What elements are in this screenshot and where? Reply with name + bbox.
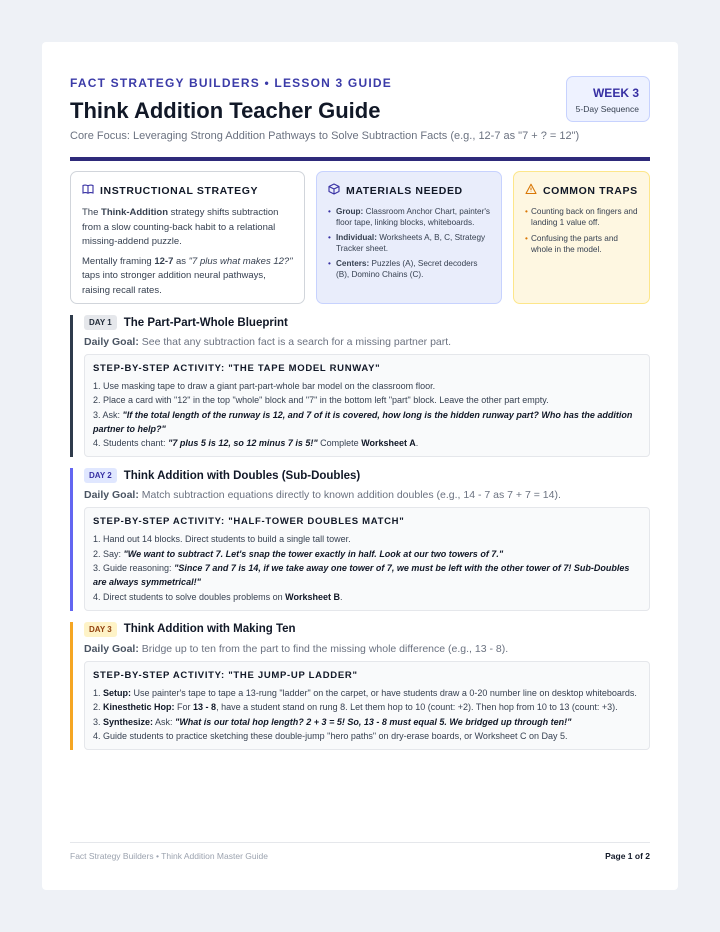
day-header [84,468,650,483]
activity-step: 2. Place a card with "12" in the top "whole" block and "7" in the bottom left "part" block. Leave the other part empty. [93,395,549,406]
text: For [174,702,194,713]
goal-text: Bridge up to ten from the part to find the missing whole difference (e.g., 13 - 8). [138,642,509,655]
day-section-3 [70,622,650,750]
book-icon [82,183,94,198]
day-title: The Part-Part-Whole Blueprint [123,316,288,329]
page-content [70,70,650,750]
materials-heading: MATERIALS NEEDED [346,184,463,197]
text: strategy shifts subtraction from a slow counting-back habit to a relational missing-addend puzzle. [82,207,279,247]
text: 1. [93,687,104,698]
traps-list [525,206,638,255]
week-label: WEEK 3 [592,86,639,100]
activity-step [93,590,641,604]
text: 3. Ask: [93,409,123,420]
box-icon [328,183,340,198]
strategy-card-header [82,183,293,198]
quote: "We want to subtract 7. Let's snap the tower exactly in half. Look at our two towers of 7." [123,548,504,559]
day-accent-bar [70,315,73,457]
step-label: Kinesthetic Hop: [103,702,175,713]
materials-card-header [328,183,490,198]
goal-text: Match subtraction equations directly to known addition doubles (e.g., 14 - 7 as 7 + 7 = 14). [138,489,561,502]
goal-label: Daily Goal: [84,489,139,502]
list-item [328,258,490,280]
text: 2. [93,702,104,713]
text: Complete [317,438,362,449]
text: , have a student stand on rung 8. Let them hop to 10 (count: +2). Then hop from 10 to 13 (count: +3). [216,702,618,713]
strategy-name: Think-Addition [101,207,169,218]
activity-step [93,561,641,590]
daily-goal [84,489,650,501]
goal-label: Daily Goal: [84,336,139,348]
daily-goal [84,643,650,655]
text: 4. Direct students to solve doubles problems on [93,591,286,602]
text: Ask: [153,716,176,727]
day-section-1 [70,315,650,457]
day-badge: DAY 3 [84,622,117,637]
worksheet-ref: Worksheet A [361,438,416,449]
strategy-heading: INSTRUCTIONAL STRATEGY [100,184,259,197]
text: 3. [93,716,104,727]
worksheet-ref: Worksheet B [285,591,340,602]
daily-goal [84,336,650,348]
warning-icon [525,183,537,198]
item-label: Individual: [336,233,377,242]
list-item [328,232,490,254]
text: . [339,591,343,602]
strategy-paragraph-2 [82,255,293,299]
activity-step: 1. Use masking tape to draw a giant part-part-whole bar model on the classroom floor. [93,381,436,391]
list-item: • Confusing the parts and whole in the model. [525,233,638,255]
day-section-2 [70,468,650,610]
day-title: Think Addition with Doubles (Sub-Doubles) [123,469,361,482]
sequence-label: 5-Day Sequence [575,104,639,114]
text: as [173,255,189,267]
activity-box [84,661,650,750]
quote: "What is our total hop length? 2 + 3 = 5! So, 13 - 8 must equal 5. We bridged up through ten!" [175,716,572,727]
text: Use painter's tape to tape a 13-rung "ladder" on the carpet, or have students draw a 0-20 number line on desktop whiteboards. [131,687,637,698]
example-question: "7 plus what makes 12?" [188,255,293,267]
item-label: Centers: [336,259,370,268]
page-subtitle: Core Focus: Leveraging Strong Addition Pathways to Solve Subtraction Facts (e.g., 12-7 as "7 + ? = 12") [70,130,580,142]
page-title: Think Addition Teacher Guide [70,98,381,123]
step-label: Setup: [103,687,132,698]
info-cards [70,171,650,304]
day-title: Think Addition with Making Ten [123,623,296,636]
list-item [328,206,490,228]
activity-step: 1. Hand out 14 blocks. Direct students to build a single tall tower. [93,534,351,545]
page-footer [70,842,650,861]
item-label: Group: [336,207,364,216]
step-label: Synthesize: [103,716,154,727]
activity-step [93,686,641,700]
strategy-card [70,171,305,304]
page-number: Page 1 of 2 [605,851,650,861]
text: taps into stronger addition neural pathways, raising recall rates. [82,270,266,296]
day-header [84,622,650,637]
item-text: Puzzles (A), Secret decoders (B), Domino Chains (C). [336,259,478,279]
activity-step [93,700,641,714]
activity-step: 4. Guide students to practice sketching these double-jump "hero paths" on dry-erase boards, or Worksheet C on Day 5. [93,730,568,741]
example-fact: 12-7 [154,255,174,267]
activity-title: STEP-BY-STEP ACTIVITY: "THE TAPE MODEL RUNWAY" [93,363,381,374]
activity-step [93,436,641,450]
document-page [42,42,678,890]
text: The [82,207,102,218]
day-badge: DAY 1 [84,315,117,330]
activity-box [84,354,650,457]
materials-list [328,206,490,280]
activity-step [93,408,641,437]
quote: "Since 7 and 7 is 14, if we take away one tower of 7, we must be left with the other tower of 7! Sub-Doubles are always symmetrical!" [93,563,630,588]
text: 2. Say: [93,548,124,559]
activity-box [84,507,650,610]
header-divider [70,157,650,161]
goal-text: See that any subtraction fact is a search for a missing partner part. [138,336,452,348]
traps-card-header [525,183,638,198]
header [70,76,650,142]
text: . [415,438,419,449]
materials-card [316,171,502,304]
footer-left: Fact Strategy Builders • Think Addition Master Guide [70,851,268,861]
goal-label: Daily Goal: [84,642,139,655]
strategy-paragraph-1 [82,206,293,250]
day-header [84,315,650,330]
traps-card [513,171,650,304]
text: 3. Guide reasoning: [93,563,175,574]
activity-step [93,715,641,729]
list-item: • Counting back on fingers and landing 1 value off. [525,206,638,228]
header-eyebrow: FACT STRATEGY BUILDERS • LESSON 3 GUIDE [70,76,392,90]
quote: "7 plus 5 is 12, so 12 minus 7 is 5!" [168,438,318,449]
day-accent-bar [70,468,73,610]
item-text: Classroom Anchor Chart, painter's floor tape, linking blocks, whiteboards. [336,207,490,227]
text: 4. Students chant: [93,438,169,449]
day-accent-bar [70,622,73,750]
example-fact: 13 - 8 [193,702,217,713]
traps-heading: COMMON TRAPS [543,184,638,197]
week-badge [566,76,650,122]
quote: "If the total length of the runway is 12, and 7 of it is covered, how long is the hidden runway part? Who has the addition partner to help?" [93,409,633,434]
day-badge: DAY 2 [84,468,117,483]
activity-step [93,547,641,561]
activity-title: STEP-BY-STEP ACTIVITY: "HALF-TOWER DOUBLES MATCH" [93,516,405,528]
text: Mentally framing [82,255,155,267]
item-text: Worksheets A, B, C, Strategy Tracker sheet. [336,233,486,253]
activity-title: STEP-BY-STEP ACTIVITY: "THE JUMP-UP LADDER" [93,669,358,681]
